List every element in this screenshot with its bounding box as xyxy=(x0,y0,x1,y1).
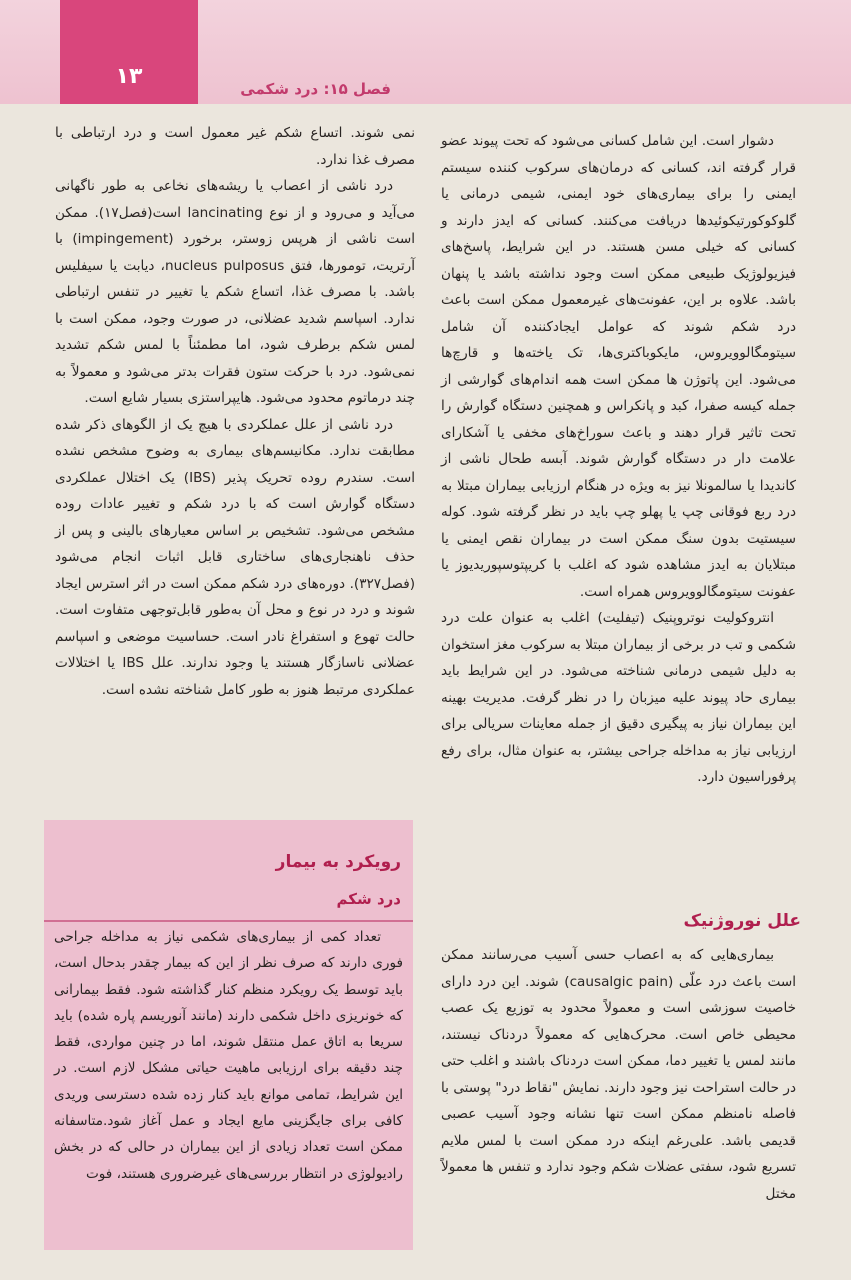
box-text xyxy=(54,924,403,1187)
section-heading: علل نوروژنیک xyxy=(683,911,801,931)
paragraph: دشوار است. این شامل کسانی می‌شود که تحت پیوند عضو قرار گرفته اند، کسانی که درمان‌های سرکوب کننده سیستم ایمنی را برای بیماری‌های خود ایمنی، شیمی درمانی یا گلوکوکورتیکوئیدها دریافت می‌کنند. کسانی که ایدز دارند و کسانی که خیلی مسن هستند. در این شرایط، پاسخ‌های فیزیولوژیک طبیعی ممکن است وجود نداشته باشد یا پنهان باشد. علاوه بر این، عفونت‌های غیرمعمول ممکن است باعث درد شکم شوند که عوامل ایجادکننده آن شامل سیتومگالوویروس، مایکوباکتری‌ها، تک یاخته‌ها و قارچ‌ها می‌شود. این پاتوژن ها ممکن است همه اندام‌های گوارشی از جمله کیسه صفرا، کبد و پانکراس و همچنین دستگاه گوارش را تحت تاثیر قرار دهند و باعث سوراخ‌های مخفی یا آشکارای علامت دار در دستگاه گوارش شوند. آبسه طحال ناشی از کاندیدا یا سالمونلا نیز به ویژه در هنگام ارزیابی بیماران مبتلا به درد ربع فوقانی چپ یا پهلو چپ باید در نظر گرفته شود. کوله سیستیت بدون سنگ ممکن است در بیماران نقص ایمنی یا مبتلایان به ایدز مشاهده شود که اغلب با کریپتوسپوریدیوز یا عفونت سیتومگالوویروس همراه است. xyxy=(441,133,796,600)
paragraph: نمی شوند. اتساع شکم غیر معمول است و درد ارتباطی با مصرف غذا ندارد. xyxy=(55,125,415,168)
paragraph: بیماری‌هایی که به اعصاب حسی آسیب می‌رسانند ممکن است باعث درد علّی (causalgic pain) شوند. این درد دارای خاصیت سوزشی است و معمولاً محدود به توزیع یک عصب محیطی خاص است. محرک‌هایی که معمولاً دردناک نیستند، مانند لمس یا تغییر دما، ممکن است دردناک باشند و اغلب حتی در حالت استراحت نیز وجود دارند. نمایش "نقاط درد" پوستی با فاصله نامنظم ممکن است تنها نشانه وجود آسیب عصبی قدیمی باشد. علی‌رغم اینکه درد ممکن است با لمس ملایم تسریع شود، سفتی عضلات شکم وجود ندارد و تنفس ها معمولاً مختل xyxy=(441,947,796,1202)
paragraph: درد ناشی از اعصاب یا ریشه‌های نخاعی به طور ناگهانی می‌آید و می‌رود و از نوع lancinating است(فصل۱۷). ممکن است ناشی از هرپس زوستر، برخورد (impingement) با آرتریت، تومورها، فتق nucleus pulposus، دیابت یا سیفلیس باشد. با مصرف غذا، اتساع شکم یا تغییر در تنفس ارتباطی ندارد. اسپاسم شدید عضلانی، در صورت وجود، ممکن است با لمس شکم برطرف شود، اما مطمئناً با لمس شکم تشدید نمی‌شود. درد با حرکت ستون فقرات بدتر می‌شود و معمولاً به چند درماتوم محدود می‌شود. هایپراستزی بسیار شایع است. xyxy=(55,178,415,406)
paragraph: انتروکولیت نوتروپنیک (تیفلیت) اغلب به عنوان علت درد شکمی و تب در برخی از بیماران مبتلا به سرکوب مغز استخوان به دلیل شیمی درمانی شناخته می‌شود. در این شرایط باید بیماری حاد پیوند علیه میزبان را در نظر گرفت. مدیریت بهینه این بیماران نیاز به پیگیری دقیق از جمله معاینات سریالی برای ارزیابی نیاز به مداخله جراحی بیشتر، به عنوان مثال، برای رفع پرفوراسیون دارد. xyxy=(441,610,796,785)
page-number: ۱۳ xyxy=(115,64,143,89)
right-column-section xyxy=(441,942,796,1207)
right-column xyxy=(441,128,796,791)
box-divider xyxy=(44,920,413,922)
box-subtitle: درد شکم xyxy=(336,890,401,908)
chapter-title: فصل ۱۵: درد شکمی xyxy=(240,80,391,98)
left-column xyxy=(55,120,415,703)
paragraph: تعداد کمی از بیماری‌های شکمی نیاز به مداخله جراحی فوری دارند که صرف نظر از این که بیمار چقدر بدحال است، باید توسط یک رویکرد منظم کنار گذاشته شود. فقط بیمارانی که خونریزی داخل شکمی دارند (مانند آنوریسم پاره شده) باید سریعا به اتاق عمل منتقل شوند، اما در چنین مواردی، فقط چند دقیقه برای ارزیابی ماهیت حیاتی مشکل لازم است. در این شرایط، تمامی موانع باید کنار زده شده دسترسی وریدی کافی برای جایگزینی مایع ایجاد و عمل آغاز شود.متاسفانه ممکن است تعداد زیادی از این بیماران در حالی که در بخش رادیولوژی در انتظار بررسی‌های غیرضروری هستند، فوت xyxy=(54,929,403,1182)
approach-box xyxy=(44,820,413,1250)
box-title: رویکرد به بیمار xyxy=(275,852,401,872)
paragraph: درد ناشی از علل عملکردی با هیچ یک از الگوهای ذکر شده مطابقت ندارد. مکانیسم‌های بیماری به وضوح مشخص نشده است. سندرم روده تحریک پذیر (IBS) یک اختلال عملکردی دستگاه گوارش است که با درد شکم و تغییر عادات روده مشخص می‌شود. تشخیص بر اساس معیارهای بالینی و پس از حذف ناهنجاری‌های ساختاری قابل اثبات انجام می‌شود (فصل۳۲۷). دوره‌های درد شکم ممکن است در اثر استرس ایجاد شوند و درد در نوع و محل آن به‌طور قابل‌توجهی متفاوت است. حالت تهوع و استفراغ نادر است. حساسیت موضعی و اسپاسم عضلانی ناسازگار هستند یا وجود ندارند. علل IBS یا اختلالات عملکردی مرتبط هنوز به طور کامل شناخته نشده است. xyxy=(55,416,415,698)
